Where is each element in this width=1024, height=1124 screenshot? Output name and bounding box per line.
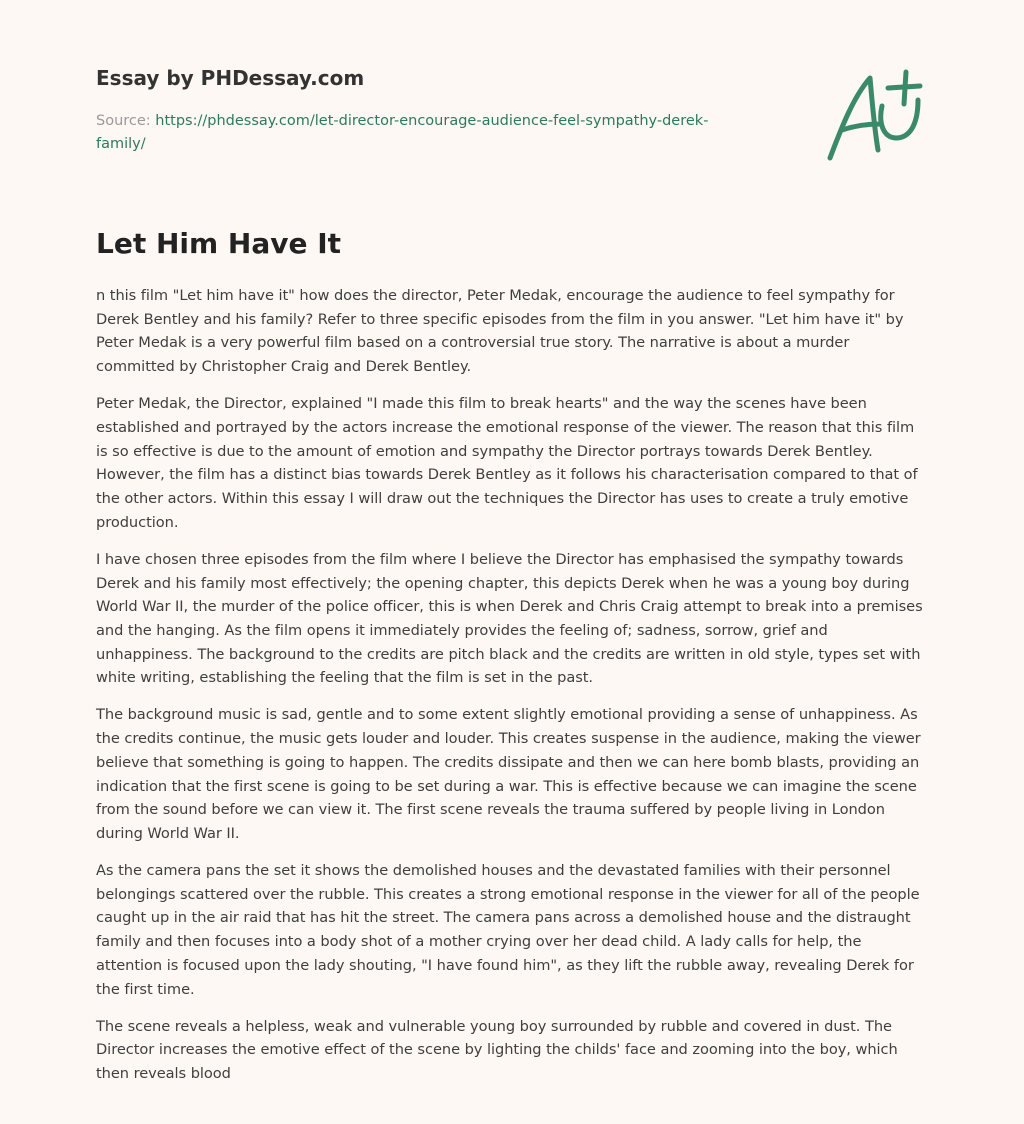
source-line [96,110,756,156]
essay-paragraph: I have chosen three episodes from the film where I believe the Director has emphasised the sympathy towards Derek and his family most effectively; the opening chapter, this depicts Derek when he was a young boy during World War II, the murder of the police officer, this is when Derek and Chris Craig attempt to break into a premises and the hanging. As the film opens it immediately provides the feeling of; sadness, sorrow, grief and unhappiness. The background to the credits are pitch black and the credits are written in old style, types set with white writing, establishing the feeling that the film is set in the past. [96,550,923,687]
site-title: Essay by PHDessay.com [96,66,365,90]
essay-paragraph: n this film "Let him have it" how does the director, Peter Medak, encourage the audience to feel sympathy for Derek Bentley and his family? Refer to three specific episodes from the film in you answer. "Let him have it" by Peter Medak is a very powerful film based on a controversial true story. The narrative is about a murder committed by Christopher Craig and Derek Bentley. [96,287,904,376]
source-link[interactable]: https://phdessay.com/let-director-encourage-audience-feel-sympathy-derek-family/ [96,113,709,152]
essay-paragraph: The scene reveals a helpless, weak and vulnerable young boy surrounded by rubble and covered in dust. The Director increases the emotive effect of the scene by lighting the childs' face and zooming into the boy, which then reveals blood [96,1017,898,1083]
page-header [96,62,756,156]
essay-paragraph: As the camera pans the set it shows the demolished houses and the devastated families with their personnel belongings scattered over the rubble. This creates a strong emotional response in the viewer for all of the people caught up in the air raid that has hit the street. The camera pans across a demolished house and the distraught family and then focuses into a body shot of a mother crying over her dead child. A lady calls for help, the attention is focused upon the lady shouting, "I have found him", as they lift the rubble away, revealing Derek for the first time. [96,862,920,998]
essay-paragraph: Peter Medak, the Director, explained "I made this film to break hearts" and the way the scenes have been established and portrayed by the actors increase the emotional response of the viewer. The reason that this film is so effective is due to the amount of emotion and sympathy the Director portrays towards Derek Bentley. However, the film has a distinct bias towards Derek Bentley as it follows his characterisation compared to that of the other actors. Within this essay I will draw out the techniques the Director has uses to create a truly emotive production. [96,395,918,531]
source-label: Source: [96,113,151,129]
essay-body [96,284,928,1099]
essay-paragraph: The background music is sad, gentle and to some extent slightly emotional providing a sense of unhappiness. As the credits continue, the music gets louder and louder. This creates suspense in the audience, making the viewer believe that something is going to happen. The credits dissipate and then we can here bomb blasts, providing an indication that the first scene is going to be set during a war. This is effective because we can imagine the scene from the sound before we can view it. The first scene reveals the trauma suffered by people living in London during World War II. [96,706,921,842]
essay-title: Let Him Have It [96,227,342,260]
a-plus-logo-icon [820,66,930,166]
